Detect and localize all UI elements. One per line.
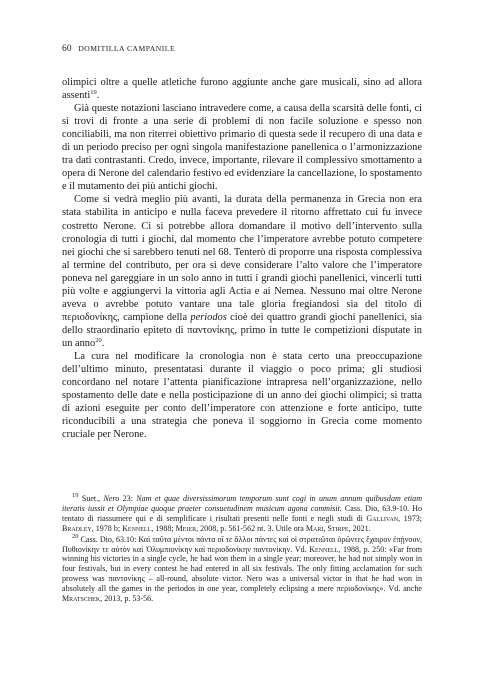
running-header	[62, 44, 175, 54]
footnote-20: $^{20}$ Cass. Dio, 63.10: Καὶ ταῦτα μέντοι πάντα οἵ τε ἄλλοι πάντες καὶ οἱ στρατιῶται ὁρῶντες ἔχαιρον ἐπῄνουν, Πυθιονίκην τε αὐτὸν καὶ Ὀλυμπιονίκην καὶ περιοδονίκην παντονίκην. Vd. Kennell, 1988, p. 250: «Far from winning his victories in a single cycle, he had won them in a single year; moreover, he had not simply won in four festivals, but in every contest he had entered in all six festivals. The only fitting acclamation for such prowess was παντονίκης – all-round, absolute victor. Nero was a universal victor in that he had won in absolutely all the games in the periodos in one year, completely eclipsing a mere περιοδονίκης». Vd. anche Mratschek, 2013, p. 53-56.	[62, 532, 422, 604]
footnote-19: $^{19}$ Suet., Nero 23: Nam et quae diversissimorum temporum sunt cogi in unum annum quibusdam etiam iteratis iussit et Olympiae quoque praeter consuetudinem musicum agona commisit. Cass. Dio, 63.9-10. Ho tentato di riassumere qui e di semplificare i risultati presenti nelle fonti e negli studi di Gallivan, 1973; Bradley, 1978 b; Kennell, 1988; Meier, 2008, p. 561-562 nt. 3. Utile ora Mari, Stirpe, 2021.	[62, 492, 423, 533]
running-author: DOMITILLA CAMPANILE	[78, 44, 176, 53]
paragraph-1: olimpici oltre a quelle atletiche furono aggiunte anche gare musicali, sino ad allora assenti$^{19}$.	[62, 77, 422, 102]
footnotes	[62, 494, 422, 604]
paragraph-2: Già queste notazioni lasciano intravedere come, a causa della scarsità delle fonti, ci si trovi di fronte a una serie di problemi di non facile soluzione e spesso non conciliabili, ma non riterrei obiettivo primario di questa sede il recupero di una data e di un periodo preciso per ogni singola manifestazione panellenica o l’armonizzazione tra dati contrastanti. Credo, invece, importante, rilevare il complessivo smottamento a opera di Nerone del calendario festivo ed evidenziare la cancellazione, lo spostamento e il mutamento dei più antichi giochi.	[62, 103, 422, 193]
paragraph-4: La cura nel modificare la cronologia non è stata certo una preoccupazione dell’ultimo minuto, presentatasi durante il viaggio o poco prima; gli studiosi concordano nel notare l’attenta pianificazione intrapresa nell’organizzazione, nello spostamento delle date e nella posticipazione di un anno dei giochi olimpici; si tratta di azioni eseguite per conto dell’imperatore con attenzione e forte anticipo, tutte riconducibili a una strategia che poneva il soggiorno in Grecia come momento cruciale per Nerone.	[62, 350, 422, 441]
paragraph-3: Come si vedrà meglio più avanti, la durata della permanenza in Grecia non era stata stabilita in anticipo e nulla faceva prevedere il ritorno affrettato cui fu invece costretto Nerone. Ci si potrebbe allora domandare il motivo dell’intervento sulla cronologia di tutti i giochi, dal momento che l’imperatore avrebbe potuto competere nei giochi che si sarebbero tenuti nel 68. Tenterò di proporre una risposta complessiva al termine del contributo, per ora si deve considerare l’alto valore che l’imperatore poneva nel gareggiare in un solo anno in tutti i grandi giochi panellenici, vincerli tutti più volte e aggiungervi la vittoria agli Actia e ai Nemea. Nessuno mai oltre Nerone aveva o avrebbe potuto vantare una tale gloria fregiandosi sia del titolo di περιοδονίκης, campione della periodos cioè dei quattro grandi giochi panellenici, sia dello straordinario epiteto di παντονίκης, primo in tutte le competizioni disputate in un anno$^{20}$.	[62, 194, 422, 349]
page-number: 60	[62, 44, 72, 54]
main-text	[62, 76, 422, 441]
